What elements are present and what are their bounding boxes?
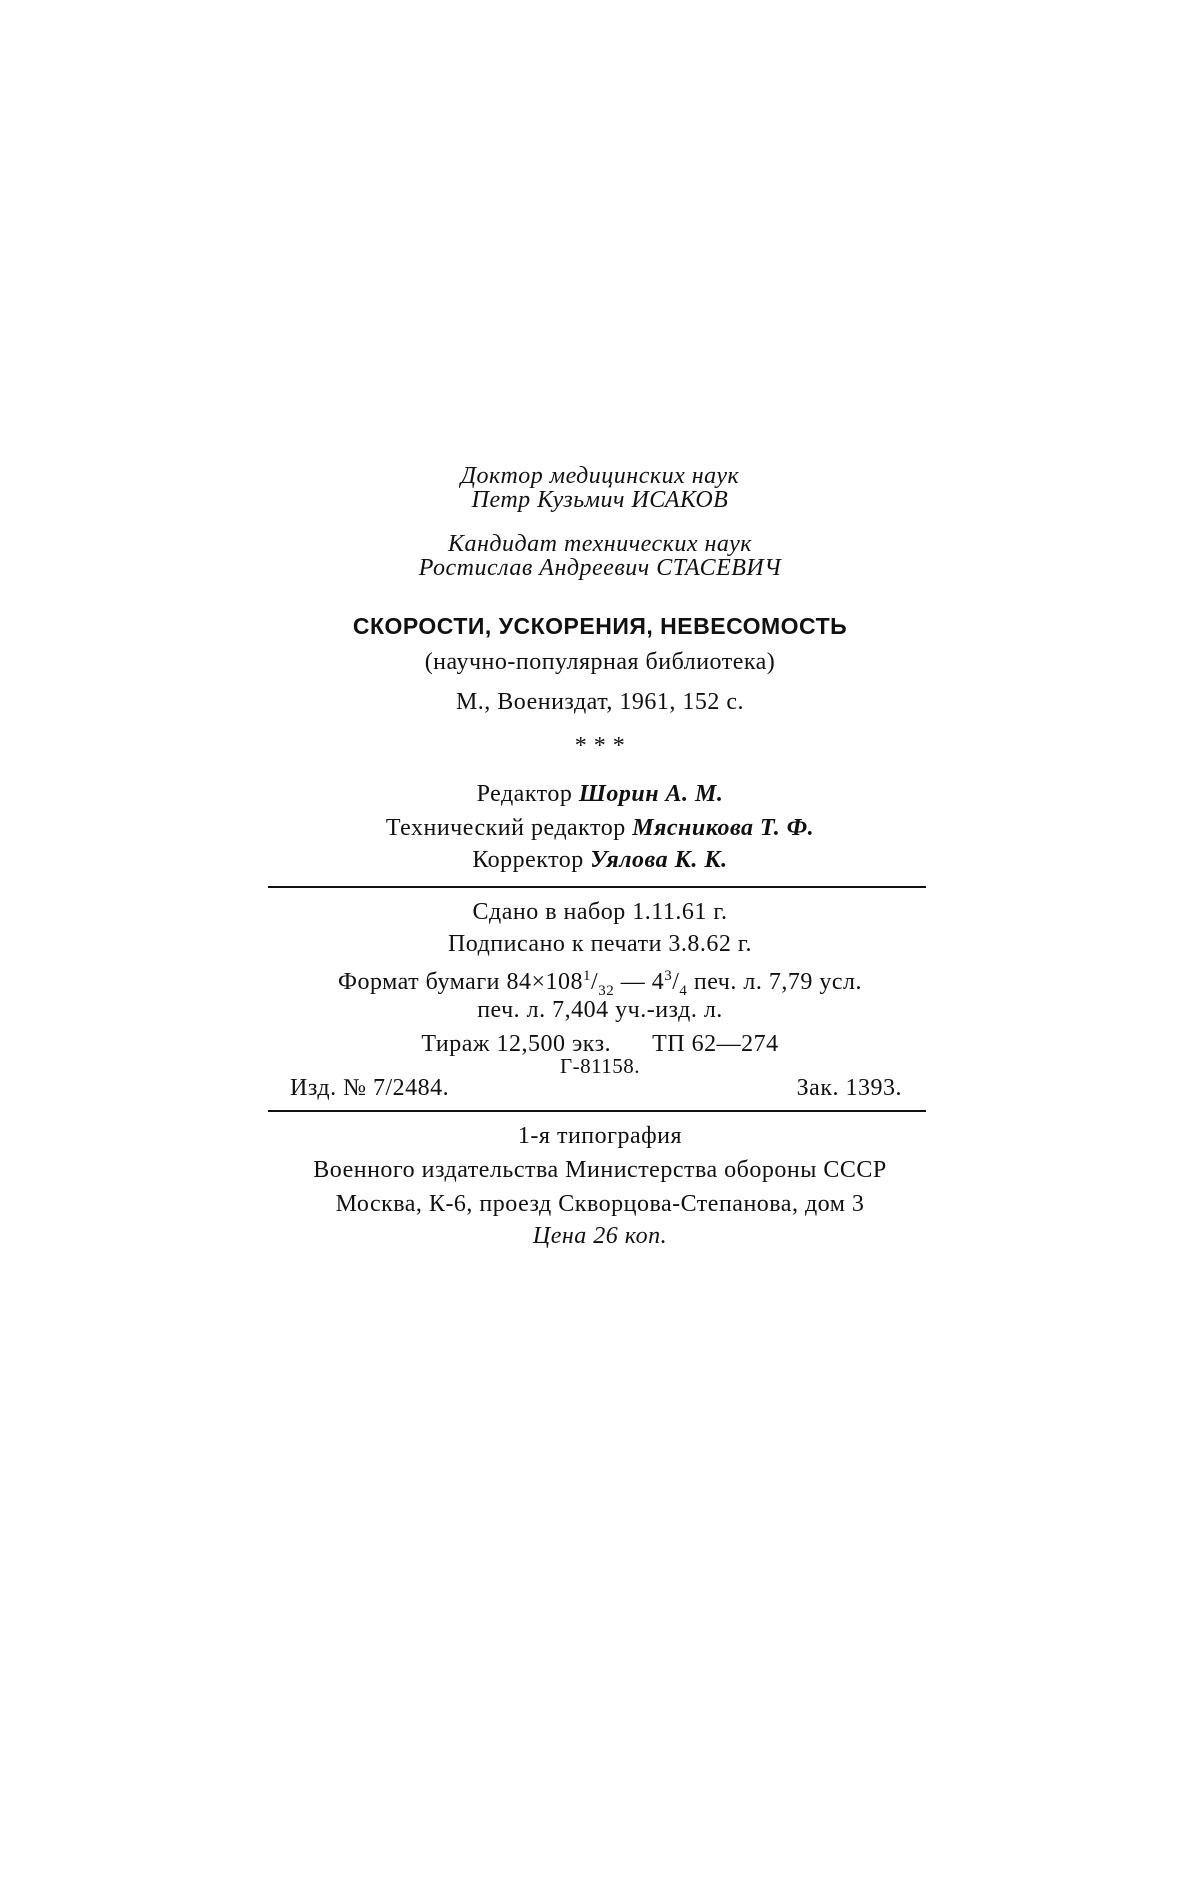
book-series: (научно-популярная библиотека) <box>424 649 776 675</box>
staff-tech-editor-name: Мясникова Т. Ф. <box>632 815 815 841</box>
staff-proofreader-role: Корректор <box>472 847 584 873</box>
staff-editor <box>0 780 1200 808</box>
staff-editor-name: Шорин А. М. <box>578 781 724 807</box>
staff-tech-editor-role: Технический редактор <box>385 815 626 841</box>
sheets-line: печ. л. 7,404 уч.-изд. л. <box>477 997 723 1023</box>
paper-format-prefix: Формат бумаги 84×108 <box>338 969 584 995</box>
staff-proofreader-name: Уялова К. К. <box>590 847 728 873</box>
order-number: Зак. 1393. <box>796 1075 902 1101</box>
paper-format: Формат бумаги $84\times 108^1/_{32}$ — $4^3/_4$ печ. л. 7,79 усл. <box>338 968 862 999</box>
divider-top <box>268 886 926 888</box>
author-1-name: Петр Кузьмич ИСАКОВ <box>471 487 729 513</box>
sheets-denominator: 4 <box>679 982 688 999</box>
edition-number: Изд. № 7/2484. <box>290 1075 450 1101</box>
staff-tech-editor <box>0 814 1200 842</box>
submitted-date: Сдано в набор 1.11.61 г. <box>472 899 728 925</box>
staff-proofreader <box>0 846 1200 874</box>
signed-date: Подписано к печати 3.8.62 г. <box>447 931 753 957</box>
book-imprint: М., Воениздат, 1961, 152 с. <box>455 689 745 715</box>
sheets-numerator: 3 <box>664 968 673 984</box>
paper-format-denominator: 32 <box>598 982 615 999</box>
circulation: Тираж 12,500 экз. <box>421 1031 612 1057</box>
staff-editor-role: Редактор <box>476 781 573 807</box>
printer-line-3: Москва, К-6, проезд Скворцова-Степанова, дом 3 <box>335 1191 865 1217</box>
author-2-name: Ростислав Андреевич СТАСЕВИЧ <box>418 555 782 581</box>
author-1-degree: Доктор медицинских наук <box>460 463 740 489</box>
printer-line-2: Военного издательства Министерства обороны СССР <box>313 1157 887 1183</box>
edition-order-row <box>290 1074 902 1102</box>
separator-asterisks: * * * <box>574 733 626 759</box>
printer-line-1: 1-я типография <box>517 1123 683 1149</box>
paper-format-mid: — 4 <box>614 969 665 995</box>
tp-number: ТП 62—274 <box>652 1031 779 1057</box>
paper-format-suffix: печ. л. 7,79 усл. <box>687 969 862 995</box>
g-number: Г-81158. <box>559 1054 641 1078</box>
author-2-degree: Кандидат технических наук <box>448 531 752 557</box>
book-title: СКОРОСТИ, УСКОРЕНИЯ, НЕВЕСОМОСТЬ <box>352 613 848 639</box>
price: Цена 26 коп. <box>532 1223 668 1249</box>
divider-bottom <box>268 1110 926 1112</box>
paper-format-numerator: 1 <box>583 968 592 984</box>
